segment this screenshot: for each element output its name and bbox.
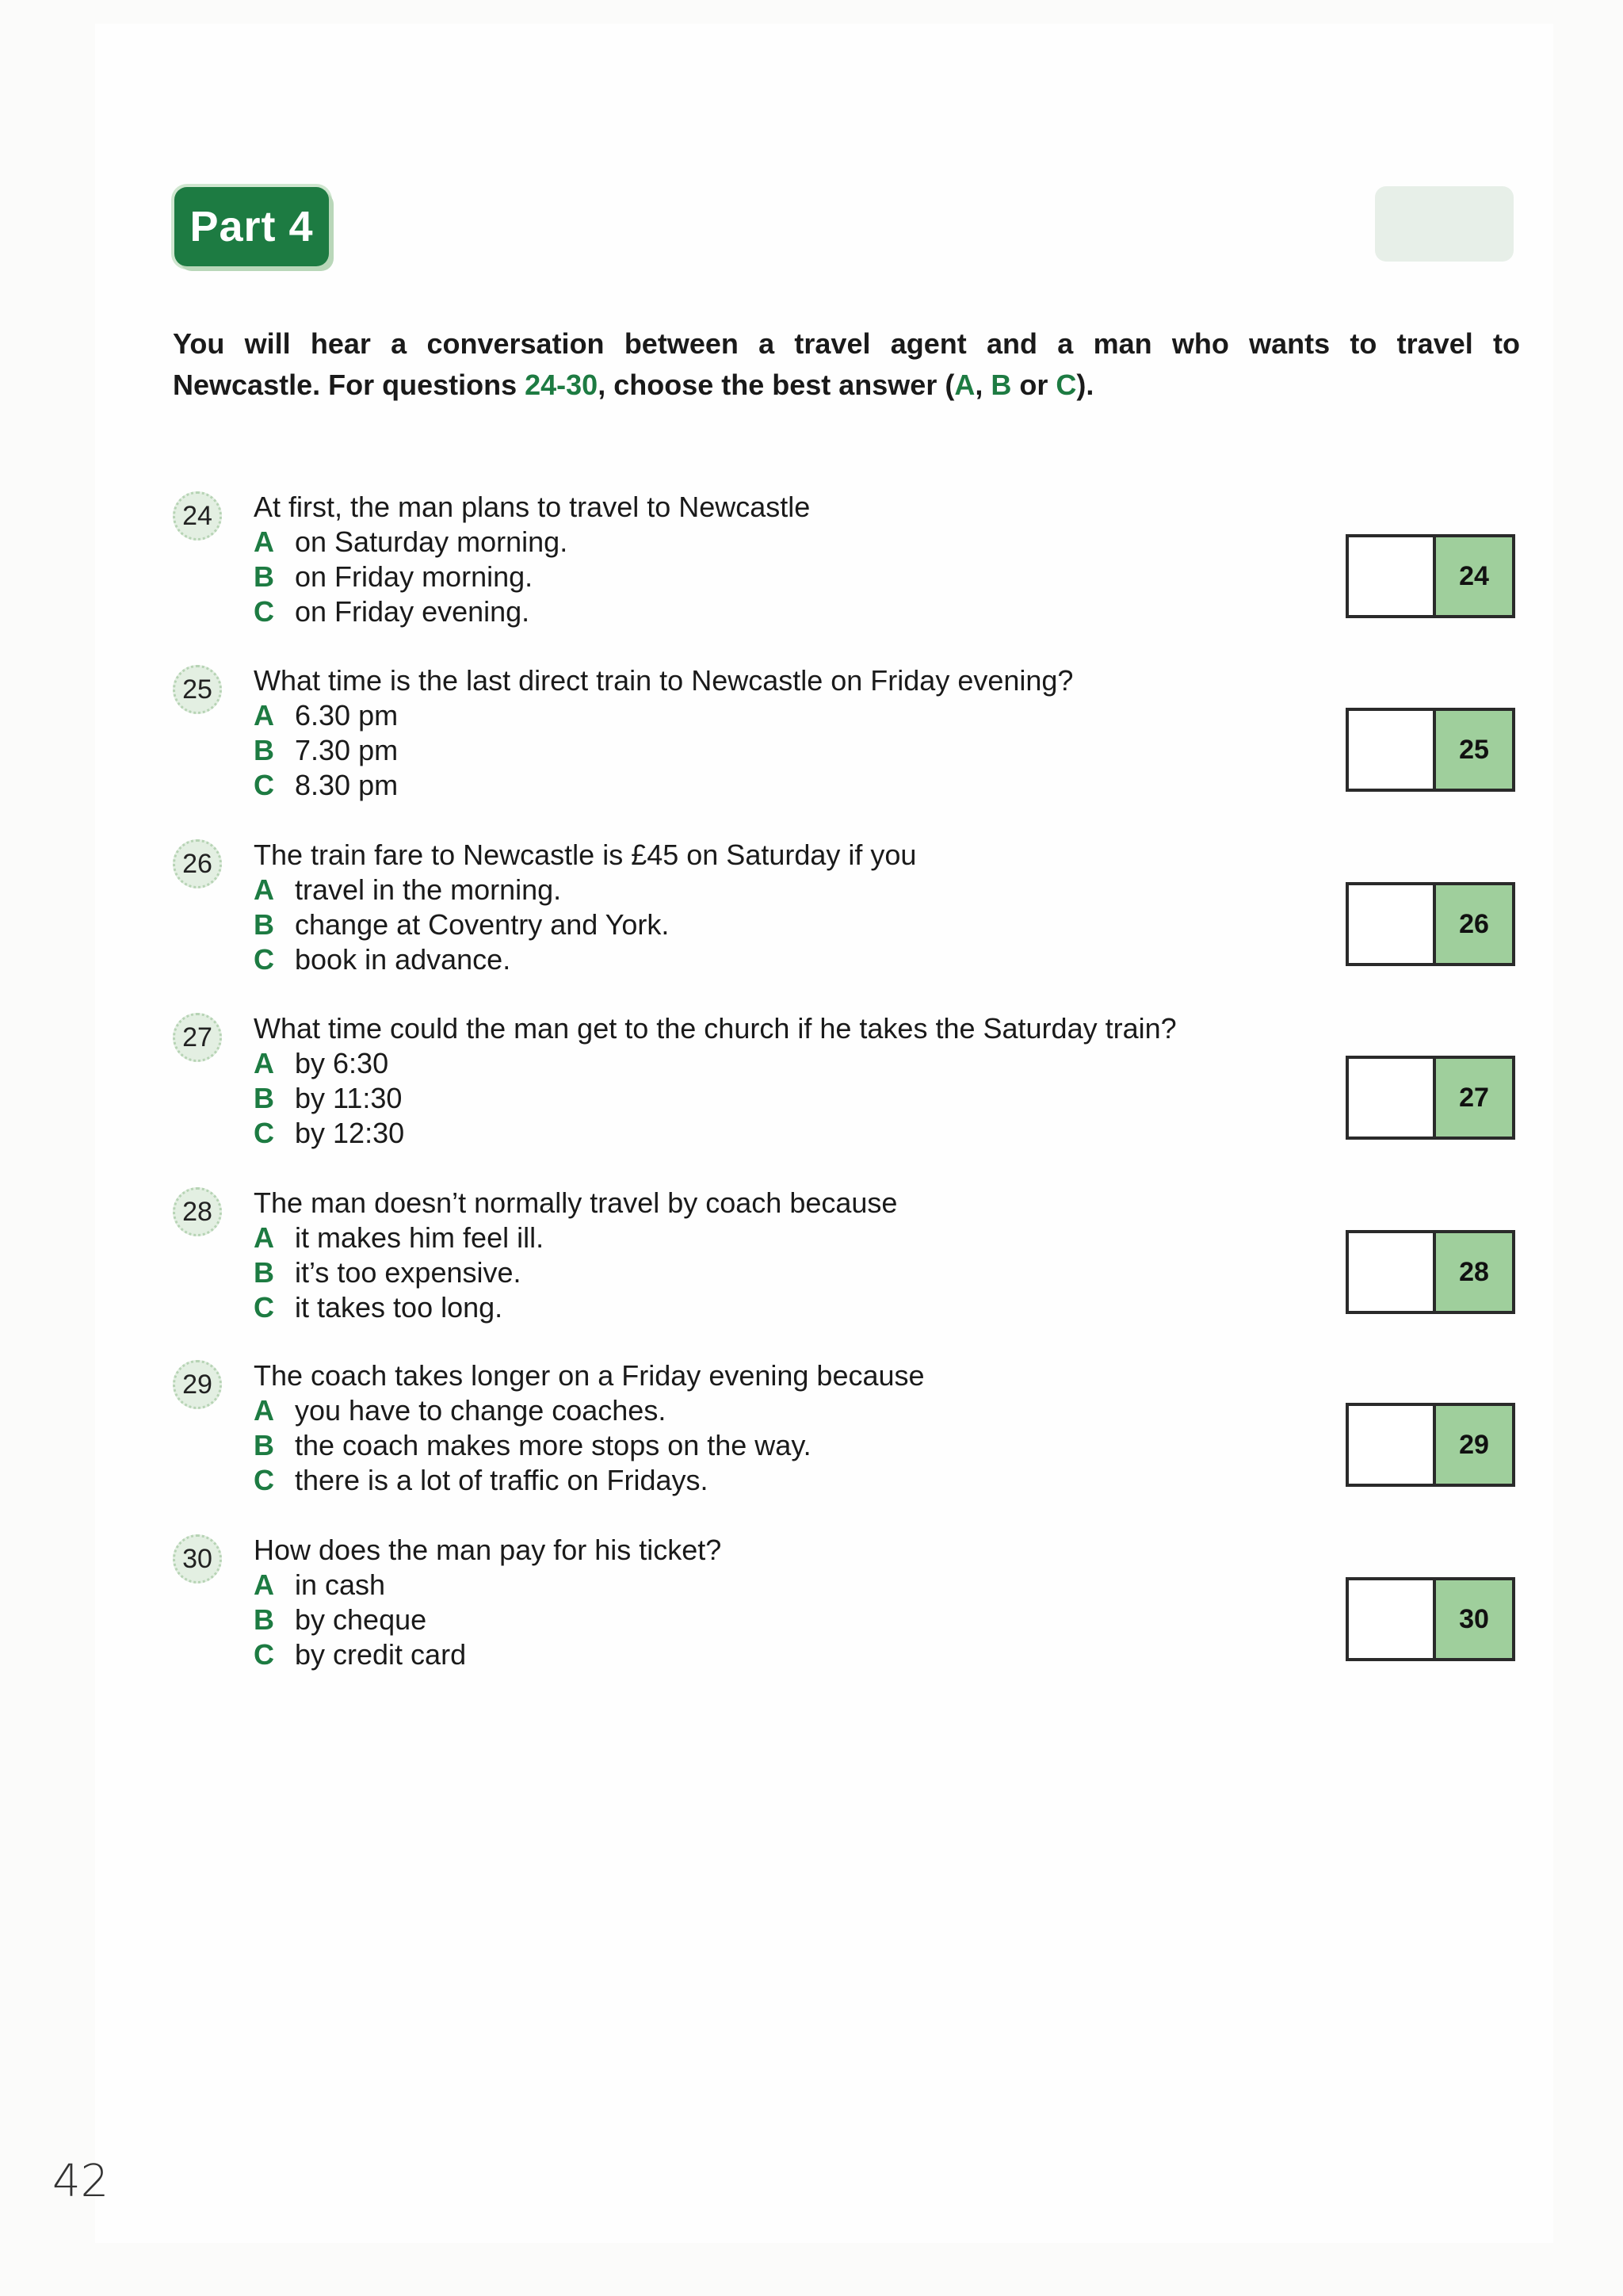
option-text: 8.30 pm <box>295 769 399 801</box>
answer-box <box>1346 1230 1515 1314</box>
answer-option-b <box>254 560 533 594</box>
answer-option-c <box>254 1637 466 1672</box>
answer-box-label: 27 <box>1436 1059 1512 1137</box>
question-28 <box>173 1186 1520 1344</box>
option-letter: B <box>254 908 274 941</box>
answer-option-c <box>254 1116 404 1151</box>
instructions <box>173 323 1520 406</box>
question-30 <box>173 1533 1520 1691</box>
instructions-text: Newcastle. For questions <box>173 369 525 401</box>
option-text: 7.30 pm <box>295 734 399 766</box>
option-letter: C <box>254 1117 274 1149</box>
option-text: by 6:30 <box>295 1047 389 1079</box>
answer-box-label: 28 <box>1436 1233 1512 1311</box>
question-24 <box>173 490 1520 648</box>
option-text: in cash <box>295 1568 386 1601</box>
question-number: 27 <box>173 1013 222 1062</box>
option-letter: A <box>254 1568 274 1601</box>
question-number: 28 <box>173 1187 222 1236</box>
option-letter: B <box>254 1082 274 1114</box>
answer-option-a <box>254 1046 388 1081</box>
answer-box <box>1346 708 1515 792</box>
option-text: you have to change coaches. <box>295 1394 666 1427</box>
option-letter: A <box>254 873 274 906</box>
option-text: it takes too long. <box>295 1291 503 1324</box>
question-26 <box>173 838 1520 996</box>
question-number: 29 <box>173 1360 222 1409</box>
answer-box-label: 30 <box>1436 1580 1512 1658</box>
answer-option-a <box>254 1393 666 1428</box>
option-letter: A <box>254 525 274 558</box>
option-text: by credit card <box>295 1638 467 1671</box>
question-27 <box>173 1011 1520 1170</box>
question-number: 26 <box>173 839 222 888</box>
answer-option-c <box>254 1290 502 1325</box>
option-text: there is a lot of traffic on Fridays. <box>295 1464 708 1496</box>
question-stem: At first, the man plans to travel to Newcastle <box>254 491 811 523</box>
option-text: change at Coventry and York. <box>295 908 670 941</box>
option-letter: C <box>254 1638 274 1671</box>
answer-box <box>1346 1403 1515 1487</box>
answer-box <box>1346 1056 1515 1140</box>
option-text: by 12:30 <box>295 1117 405 1149</box>
instructions-line-1: You will hear a conversation between a travel agent and a man who wants to travel to <box>173 327 1520 360</box>
option-letter: C <box>254 943 274 976</box>
answer-write-in-field[interactable] <box>1349 537 1436 615</box>
instructions-text: ). <box>1076 369 1094 401</box>
option-text: book in advance. <box>295 943 511 976</box>
answer-option-a <box>254 525 567 560</box>
option-text: by cheque <box>295 1603 427 1636</box>
answer-write-in-field[interactable] <box>1349 1233 1436 1311</box>
option-letter: A <box>254 1047 274 1079</box>
question-stem: The man doesn’t normally travel by coach because <box>254 1186 898 1219</box>
answer-write-in-field[interactable] <box>1349 1059 1436 1137</box>
answer-box <box>1346 882 1515 966</box>
answer-option-c <box>254 768 398 803</box>
answer-box <box>1346 1577 1515 1661</box>
question-29 <box>173 1358 1520 1517</box>
option-letter: C <box>254 1291 274 1324</box>
option-letter: B <box>254 1429 274 1461</box>
option-letter: B <box>254 734 274 766</box>
answer-box-label: 25 <box>1436 711 1512 789</box>
question-stem: What time could the man get to the church if he takes the Saturday train? <box>254 1012 1177 1045</box>
answer-box-label: 29 <box>1436 1406 1512 1484</box>
instructions-option-b: B <box>991 369 1012 401</box>
option-text: by 11:30 <box>295 1082 403 1114</box>
answer-option-b <box>254 1255 521 1290</box>
question-stem: What time is the last direct train to Newcastle on Friday evening? <box>254 664 1074 697</box>
answer-option-c <box>254 594 529 629</box>
option-letter: C <box>254 1464 274 1496</box>
answer-option-a <box>254 873 561 907</box>
answer-option-b <box>254 1428 812 1463</box>
instructions-option-a: A <box>954 369 976 401</box>
answer-option-b <box>254 733 398 768</box>
instructions-text: , <box>975 369 991 401</box>
option-text: 6.30 pm <box>295 699 399 732</box>
option-letter: B <box>254 1603 274 1636</box>
answer-option-a <box>254 1221 544 1255</box>
answer-write-in-field[interactable] <box>1349 885 1436 963</box>
option-text: on Friday morning. <box>295 560 533 593</box>
question-number: 30 <box>173 1534 222 1584</box>
show-through-tab <box>1375 186 1514 262</box>
option-text: it makes him feel ill. <box>295 1221 544 1254</box>
answer-box-label: 24 <box>1436 537 1512 615</box>
option-letter: A <box>254 1394 274 1427</box>
answer-write-in-field[interactable] <box>1349 1406 1436 1484</box>
answer-write-in-field[interactable] <box>1349 1580 1436 1658</box>
answer-write-in-field[interactable] <box>1349 711 1436 789</box>
answer-box <box>1346 534 1515 618</box>
question-stem: The train fare to Newcastle is £45 on Saturday if you <box>254 839 917 871</box>
option-text: the coach makes more stops on the way. <box>295 1429 812 1461</box>
instructions-text: or <box>1011 369 1056 401</box>
answer-option-b <box>254 1603 426 1637</box>
option-letter: A <box>254 699 274 732</box>
answer-option-b <box>254 1081 402 1116</box>
instructions-question-range: 24-30 <box>525 369 598 401</box>
option-text: on Saturday morning. <box>295 525 568 558</box>
question-number: 25 <box>173 665 222 714</box>
option-text: travel in the morning. <box>295 873 562 906</box>
answer-box-label: 26 <box>1436 885 1512 963</box>
answer-option-a <box>254 698 398 733</box>
page-number: 42 <box>52 2156 109 2207</box>
question-25 <box>173 663 1520 822</box>
answer-option-a <box>254 1568 385 1603</box>
option-letter: C <box>254 769 274 801</box>
answer-option-c <box>254 942 510 977</box>
option-letter: C <box>254 595 274 628</box>
instructions-option-c: C <box>1056 369 1077 401</box>
option-letter: B <box>254 1256 274 1289</box>
instructions-text: , choose the best answer ( <box>598 369 955 401</box>
question-number: 24 <box>173 491 222 541</box>
option-letter: B <box>254 560 274 593</box>
question-stem: The coach takes longer on a Friday evening because <box>254 1359 925 1392</box>
option-letter: A <box>254 1221 274 1254</box>
answer-option-b <box>254 907 669 942</box>
answer-option-c <box>254 1463 708 1498</box>
question-stem: How does the man pay for his ticket? <box>254 1534 722 1566</box>
option-text: it’s too expensive. <box>295 1256 521 1289</box>
option-text: on Friday evening. <box>295 595 530 628</box>
part-badge: Part 4 <box>174 187 329 266</box>
